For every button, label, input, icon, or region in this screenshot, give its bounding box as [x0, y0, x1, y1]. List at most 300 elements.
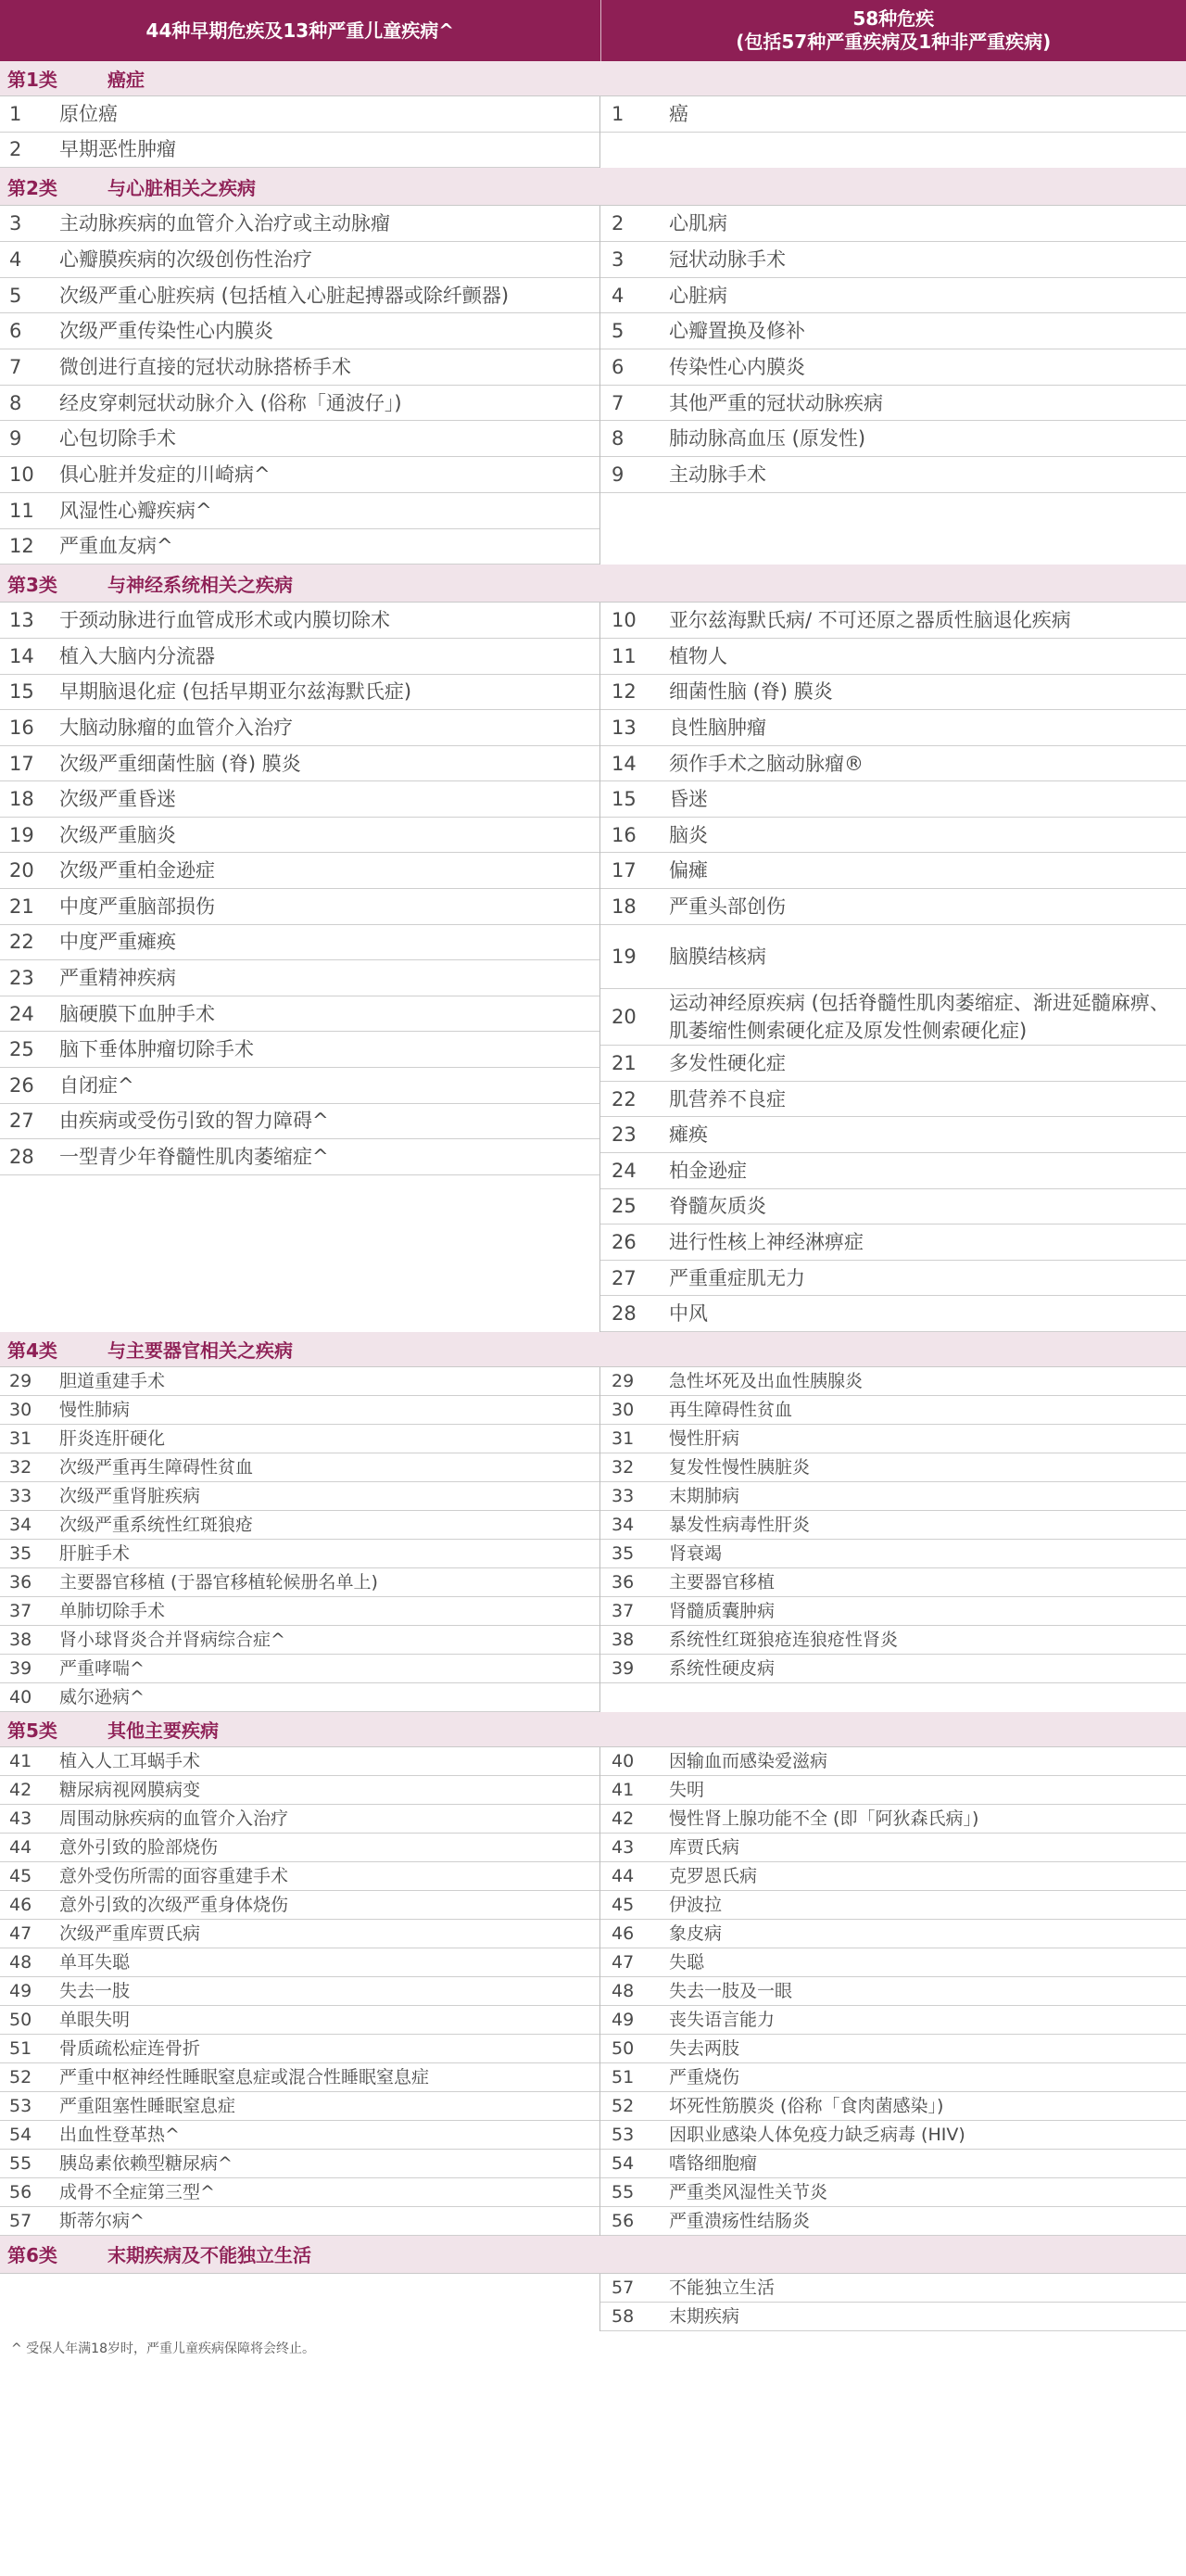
disease-row: [600, 889, 1186, 925]
disease-row: [0, 1453, 599, 1482]
disease-name: 骨质疏松症连骨折: [59, 2037, 201, 2059]
disease-row: [600, 206, 1186, 242]
disease-name: 失去一肢: [59, 1980, 131, 2001]
disease-number: 25: [612, 1195, 637, 1218]
disease-row: [0, 1568, 599, 1597]
disease-row: [600, 818, 1186, 854]
disease-row: [0, 1367, 599, 1396]
category-title: 癌症: [107, 68, 145, 91]
disease-number: 50: [612, 2037, 635, 2059]
disease-name: 严重阻塞性睡眠窒息症: [59, 2095, 236, 2116]
disease-name: 中度严重瘫痪: [59, 931, 176, 954]
disease-row: [0, 96, 599, 133]
category-rows: [0, 1367, 1186, 1712]
disease-number: 45: [9, 1865, 32, 1886]
disease-row: [600, 1046, 1186, 1082]
disease-number: 37: [9, 1600, 32, 1621]
disease-number: 57: [9, 2210, 32, 2231]
disease-name: 意外受伤所需的面容重建手术: [59, 1865, 289, 1886]
left-column: [0, 96, 600, 168]
disease-number: 22: [9, 931, 34, 954]
disease-row: [600, 1891, 1186, 1920]
disease-row: [0, 2207, 599, 2236]
category-header: [0, 2236, 1186, 2274]
disease-number: 29: [612, 1370, 635, 1391]
disease-number: 58: [612, 2305, 635, 2327]
disease-row: [0, 889, 599, 925]
disease-name: 肌营养不良症: [669, 1087, 786, 1110]
disease-number: 17: [9, 752, 34, 775]
left-column: [0, 2274, 600, 2331]
disease-row: [0, 1540, 599, 1568]
disease-row: [600, 2121, 1186, 2150]
right-column: [600, 2274, 1186, 2331]
disease-number: 43: [612, 1836, 635, 1858]
disease-row: [600, 1977, 1186, 2006]
disease-name: 严重类风湿性关节炎: [669, 2181, 828, 2202]
disease-row: [0, 1482, 599, 1511]
disease-number: 21: [612, 1051, 637, 1074]
disease-number: 41: [9, 1750, 32, 1771]
disease-number: 5: [9, 284, 22, 307]
disease-number: 24: [612, 1159, 637, 1182]
category-title: 末期疾病及不能独立生活: [107, 2244, 311, 2267]
disease-row: [600, 421, 1186, 457]
disease-number: 38: [612, 1629, 635, 1650]
disease-number: 26: [9, 1073, 34, 1097]
disease-number: 46: [9, 1894, 32, 1915]
disease-name: 次级严重柏金逊症: [59, 859, 215, 882]
disease-name: 严重溃疡性结肠炎: [669, 2210, 811, 2231]
disease-number: 44: [612, 1865, 635, 1886]
disease-row: [600, 457, 1186, 493]
disease-number: 30: [612, 1399, 635, 1420]
right-column: [600, 206, 1186, 565]
disease-number: 32: [612, 1456, 635, 1478]
disease-number: 36: [612, 1571, 635, 1593]
disease-row: [0, 2035, 599, 2063]
disease-row: [0, 133, 599, 169]
disease-name: 柏金逊症: [669, 1159, 747, 1182]
disease-name: 意外引致的脸部烧伤: [59, 1836, 219, 1858]
header-right-subtitle: (包括57种严重疾病及1种非严重疾病): [736, 31, 1052, 53]
disease-number: 17: [612, 859, 637, 882]
disease-name: 次级严重再生障碍性贫血: [59, 1456, 254, 1478]
disease-name: 心瓣膜疾病的次级创伤性治疗: [59, 247, 312, 271]
disease-name: 一型青少年脊髓性肌肉萎缩症^: [59, 1146, 329, 1169]
disease-row: [600, 278, 1186, 314]
disease-row: [600, 1776, 1186, 1805]
disease-name: 糖尿病视网膜病变: [59, 1779, 201, 1800]
disease-number: 10: [9, 463, 34, 487]
disease-name: 微创进行直接的冠状动脉搭桥手术: [59, 355, 351, 378]
disease-name: 严重重症肌无力: [669, 1266, 805, 1289]
disease-row: [600, 1948, 1186, 1977]
disease-row: [0, 1396, 599, 1425]
disease-number: 16: [9, 716, 34, 739]
disease-name: 慢性肺病: [59, 1399, 131, 1420]
category-rows: [0, 96, 1186, 168]
disease-number: 45: [612, 1894, 635, 1915]
disease-row: [600, 603, 1186, 639]
disease-row: [600, 925, 1186, 990]
disease-number: 30: [9, 1399, 32, 1420]
disease-name: 主要器官移植: [669, 1571, 776, 1593]
disease-row: [0, 853, 599, 889]
disease-number: 38: [9, 1629, 32, 1650]
disease-row: [600, 1189, 1186, 1225]
disease-name: 威尔逊病^: [59, 1686, 145, 1707]
disease-name: 其他严重的冠状动脉疾病: [669, 391, 883, 414]
category-rows: [0, 2274, 1186, 2331]
disease-name: 脑下垂体肿瘤切除手术: [59, 1038, 254, 1061]
disease-row: [0, 1977, 599, 2006]
disease-name: 肝脏手术: [59, 1542, 131, 1564]
disease-name: 严重烧伤: [669, 2066, 740, 2087]
disease-name: 再生障碍性贫血: [669, 1399, 793, 1420]
disease-row: [600, 1805, 1186, 1834]
category-label: 第3类: [7, 573, 57, 596]
disease-number: 48: [612, 1980, 635, 2001]
disease-number: 18: [612, 895, 637, 918]
disease-number: 6: [612, 355, 625, 378]
disease-row: [0, 2092, 599, 2121]
disease-number: 29: [9, 1370, 32, 1391]
disease-name: 因输血而感染爱滋病: [669, 1750, 828, 1771]
disease-row: [0, 710, 599, 746]
left-column: [0, 1367, 600, 1712]
disease-row: [0, 242, 599, 278]
disease-number: 7: [9, 355, 22, 378]
disease-name: 次级严重传染性心内膜炎: [59, 320, 273, 343]
disease-row: [600, 313, 1186, 349]
disease-name: 自闭症^: [59, 1073, 134, 1097]
disease-name: 俱心脏并发症的川崎病^: [59, 463, 271, 487]
disease-row: [600, 1568, 1186, 1597]
disease-name: 伊波拉: [669, 1894, 723, 1915]
disease-number: 35: [612, 1542, 635, 1564]
disease-name: 大脑动脉瘤的血管介入治疗: [59, 716, 293, 739]
disease-name: 原位癌: [59, 102, 118, 125]
disease-number: 40: [9, 1686, 32, 1707]
disease-row: [0, 675, 599, 711]
disease-row: [600, 1747, 1186, 1776]
disease-number: 20: [612, 1006, 637, 1029]
disease-name: 主要器官移植 (于器官移植轮候册名单上): [59, 1571, 378, 1593]
category-label: 第1类: [7, 68, 57, 91]
disease-row: [600, 96, 1186, 133]
disease-number: 53: [612, 2124, 635, 2145]
disease-number: 15: [9, 680, 34, 704]
disease-number: 28: [9, 1146, 34, 1169]
disease-number: 25: [9, 1038, 34, 1061]
disease-row: [0, 313, 599, 349]
disease-row: [0, 1920, 599, 1948]
disease-name: 次级严重脑炎: [59, 823, 176, 846]
disease-row: [0, 925, 599, 961]
disease-row: [600, 781, 1186, 818]
category-rows: [0, 206, 1186, 565]
disease-number: 53: [9, 2095, 32, 2116]
disease-row: [0, 1626, 599, 1655]
disease-name: 良性脑肿瘤: [669, 716, 766, 739]
disease-number: 22: [612, 1087, 637, 1110]
disease-number: 14: [9, 644, 34, 667]
disease-row: [600, 1511, 1186, 1540]
disease-name: 脑膜结核病: [669, 945, 766, 968]
disease-name: 象皮病: [669, 1922, 723, 1944]
disease-row: [0, 746, 599, 782]
left-column: [0, 206, 600, 565]
disease-row: [600, 1482, 1186, 1511]
disease-name: 由疾病或受伤引致的智力障碍^: [59, 1110, 329, 1133]
category-title: 其他主要疾病: [107, 1719, 219, 1742]
left-column: [0, 603, 600, 1332]
disease-row: [600, 989, 1186, 1046]
disease-name: 运动神经原疾病 (包括脊髓性肌肉萎缩症、渐进延髓麻痹、肌萎缩性侧索硬化症及原发性侧索硬化症): [669, 992, 1169, 1043]
disease-row: [600, 1261, 1186, 1297]
disease-row: [0, 1747, 599, 1776]
disease-name: 严重血友病^: [59, 535, 173, 558]
disease-name: 严重头部创伤: [669, 895, 786, 918]
category-label: 第4类: [7, 1339, 57, 1362]
disease-number: 15: [612, 788, 637, 811]
category-header: [0, 1332, 1186, 1367]
disease-row: [600, 1862, 1186, 1891]
disease-row: [0, 2121, 599, 2150]
disease-row: [0, 421, 599, 457]
disease-row: [600, 853, 1186, 889]
disease-row: [600, 1296, 1186, 1332]
category-label: 第2类: [7, 176, 57, 199]
disease-name: 急性坏死及出血性胰腺炎: [669, 1370, 864, 1391]
header-left: 44种早期危疾及13种严重儿童疾病^: [0, 0, 601, 61]
disease-row: [0, 493, 599, 529]
disease-number: 37: [612, 1600, 635, 1621]
disease-number: 6: [9, 320, 22, 343]
disease-number: 18: [9, 788, 34, 811]
category-header: [0, 61, 1186, 96]
disease-name: 次级严重肾脏疾病: [59, 1485, 201, 1506]
category-title: 与主要器官相关之疾病: [107, 1339, 293, 1362]
disease-number: 13: [9, 609, 34, 632]
left-column: [0, 1747, 600, 2236]
disease-number: 40: [612, 1750, 635, 1771]
disease-row: [600, 675, 1186, 711]
disease-number: 46: [612, 1922, 635, 1944]
disease-row: [600, 2063, 1186, 2092]
disease-name: 瘫痪: [669, 1123, 708, 1147]
disease-name: 进行性核上神经淋痹症: [669, 1230, 864, 1253]
disease-row: [0, 349, 599, 386]
disease-number: 27: [612, 1266, 637, 1289]
disease-row: [600, 1540, 1186, 1568]
disease-number: 55: [612, 2181, 635, 2202]
category-label: 第5类: [7, 1719, 57, 1742]
disease-name: 库贾氏病: [669, 1836, 740, 1858]
disease-row: [600, 1396, 1186, 1425]
disease-name: 次级严重系统性红斑狼疮: [59, 1514, 254, 1535]
disease-row: [0, 1862, 599, 1891]
disease-name: 慢性肝病: [669, 1428, 740, 1449]
category-header: [0, 1712, 1186, 1747]
disease-name: 失去两肢: [669, 2037, 740, 2059]
disease-number: 8: [612, 427, 625, 450]
disease-row: [0, 1068, 599, 1104]
disease-name: 末期疾病: [669, 2305, 740, 2327]
disease-name: 严重中枢神经性睡眠窒息症或混合性睡眠窒息症: [59, 2066, 430, 2087]
disease-name: 次级严重心脏疾病 (包括植入心脏起搏器或除纤颤器): [59, 284, 510, 307]
disease-row: [600, 1655, 1186, 1683]
disease-name: 单眼失明: [59, 2009, 131, 2030]
disease-number: 33: [9, 1485, 32, 1506]
disease-row: [600, 1082, 1186, 1118]
disease-name: 失聪: [669, 1951, 705, 1973]
disease-name: 肾衰竭: [669, 1542, 723, 1564]
disease-row: [0, 2006, 599, 2035]
disease-number: 47: [9, 1922, 32, 1944]
disease-row: [0, 1139, 599, 1175]
disease-number: 56: [612, 2210, 635, 2231]
disease-number: 49: [9, 1980, 32, 2001]
disease-name: 心包切除手术: [59, 427, 176, 450]
disease-name: 植物人: [669, 644, 727, 667]
disease-number: 41: [612, 1779, 635, 1800]
disease-row: [600, 2207, 1186, 2236]
disease-name: 嗜铬细胞瘤: [669, 2152, 758, 2174]
disease-name: 多发性硬化症: [669, 1051, 786, 1074]
disease-name: 不能独立生活: [669, 2277, 776, 2298]
disease-name: 慢性肾上腺功能不全 (即「阿狄森氏病」): [669, 1808, 979, 1829]
disease-name: 次级严重库贾氏病: [59, 1922, 201, 1944]
disease-row: [0, 781, 599, 818]
disease-number: 44: [9, 1836, 32, 1858]
disease-number: 54: [612, 2152, 635, 2174]
disease-name: 末期肺病: [669, 1485, 740, 1506]
disease-row: [0, 818, 599, 854]
disease-number: 32: [9, 1456, 32, 1478]
disease-row: [600, 710, 1186, 746]
disease-number: 52: [612, 2095, 635, 2116]
disease-name: 早期恶性肿瘤: [59, 138, 176, 161]
disease-number: 51: [9, 2037, 32, 2059]
disease-name: 早期脑退化症 (包括早期亚尔兹海默氏症): [59, 680, 412, 704]
disease-number: 55: [9, 2152, 32, 2174]
disease-number: 26: [612, 1230, 637, 1253]
disease-name: 丧失语言能力: [669, 2009, 776, 2030]
disease-name: 风湿性心瓣疾病^: [59, 499, 212, 522]
disease-name: 坏死性筋膜炎 (俗称「食肉菌感染」): [669, 2095, 944, 2116]
right-column: [600, 96, 1186, 168]
disease-row: [0, 603, 599, 639]
disease-number: 4: [612, 284, 625, 307]
disease-number: 2: [9, 138, 22, 161]
disease-row: [0, 996, 599, 1033]
disease-number: 3: [9, 212, 22, 235]
disease-number: 23: [612, 1123, 637, 1147]
disease-number: 50: [9, 2009, 32, 2030]
table-header: [0, 0, 1186, 61]
disease-name: 植入大脑内分流器: [59, 644, 215, 667]
disease-name: 主动脉手术: [669, 463, 766, 487]
disease-row: [0, 2178, 599, 2207]
table-body: [0, 61, 1186, 2331]
disease-number: 28: [612, 1302, 637, 1326]
disease-number: 54: [9, 2124, 32, 2145]
category-rows: [0, 1747, 1186, 2236]
disease-number: 19: [612, 945, 637, 968]
disease-number: 14: [612, 752, 637, 775]
disease-name: 癌: [669, 102, 688, 125]
disease-number: 39: [612, 1657, 635, 1679]
disease-number: 49: [612, 2009, 635, 2030]
disease-number: 2: [612, 212, 625, 235]
disease-name: 意外引致的次级严重身体烧伤: [59, 1894, 289, 1915]
disease-row: [0, 1425, 599, 1453]
disease-row: [600, 1453, 1186, 1482]
disease-row: [0, 206, 599, 242]
disease-name: 须作手术之脑动脉瘤®: [669, 752, 864, 775]
disease-name: 因职业感染人体免疫力缺乏病毒 (HIV): [669, 2124, 965, 2145]
disease-number: 10: [612, 609, 637, 632]
disease-name: 失明: [669, 1779, 705, 1800]
disease-row: [600, 349, 1186, 386]
disease-row: [600, 1153, 1186, 1189]
disease-number: 35: [9, 1542, 32, 1564]
disease-row: [0, 1948, 599, 1977]
disease-row: [600, 1425, 1186, 1453]
category-title: 与神经系统相关之疾病: [107, 573, 293, 596]
disease-name: 胆道重建手术: [59, 1370, 166, 1391]
disease-name: 次级严重细菌性脑 (脊) 膜炎: [59, 752, 301, 775]
disease-name: 脑炎: [669, 823, 708, 846]
disease-number: 43: [9, 1808, 32, 1829]
disease-row: [0, 1104, 599, 1140]
disease-name: 脑硬膜下血肿手术: [59, 1002, 215, 1025]
disease-name: 中度严重脑部损伤: [59, 895, 215, 918]
right-column: [600, 603, 1186, 1332]
disease-name: 于颈动脉进行血管成形术或内膜切除术: [59, 609, 390, 632]
disease-name: 冠状动脉手术: [669, 247, 786, 271]
category-label: 第6类: [7, 2244, 57, 2267]
disease-row: [600, 1367, 1186, 1396]
disease-row: [600, 1117, 1186, 1153]
disease-name: 单肺切除手术: [59, 1600, 166, 1621]
disease-row: [600, 386, 1186, 422]
disease-row: [0, 1776, 599, 1805]
disease-name: 肾髓质囊肿病: [669, 1600, 776, 1621]
disease-row: [600, 1225, 1186, 1261]
disease-row: [600, 1920, 1186, 1948]
category-header: [0, 168, 1186, 206]
disease-number: 4: [9, 247, 22, 271]
disease-number: 57: [612, 2277, 635, 2298]
disease-number: 52: [9, 2066, 32, 2087]
disease-name: 主动脉疾病的血管介入治疗或主动脉瘤: [59, 212, 390, 235]
disease-name: 周围动脉疾病的血管介入治疗: [59, 1808, 289, 1829]
disease-name: 出血性登革热^: [59, 2124, 180, 2145]
header-right: [601, 0, 1186, 61]
disease-row: [600, 2092, 1186, 2121]
disease-number: 7: [612, 391, 625, 414]
disease-row: [600, 242, 1186, 278]
disease-row: [0, 2063, 599, 2092]
disease-number: 16: [612, 823, 637, 846]
disease-row: [0, 1834, 599, 1862]
category-rows: [0, 603, 1186, 1332]
header-right-title: 58种危疾: [852, 7, 935, 30]
disease-number: 27: [9, 1110, 34, 1133]
